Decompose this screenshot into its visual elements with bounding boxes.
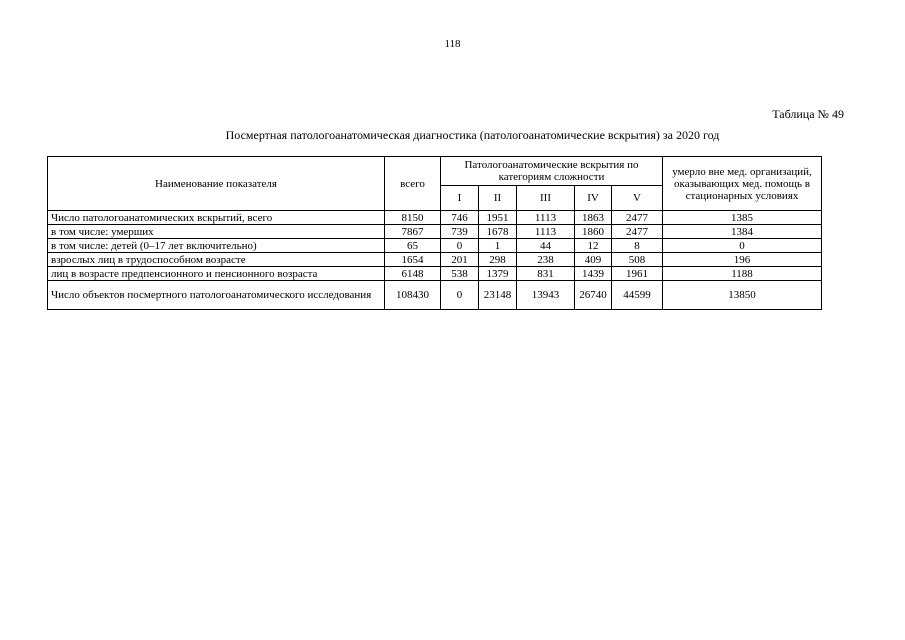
row-cat-1: 201 [441,253,479,267]
row-cat-4: 1863 [575,211,612,225]
row-cat-5: 508 [612,253,663,267]
row-cat-3: 44 [517,239,575,253]
row-cat-2: 1951 [479,211,517,225]
row-cat-5: 44599 [612,281,663,310]
row-cat-4: 1860 [575,225,612,239]
row-name: в том числе: детей (0–17 лет включительно) [48,239,385,253]
row-cat-1: 739 [441,225,479,239]
row-total: 7867 [385,225,441,239]
table-label: Таблица № 49 [772,107,844,121]
table-row [48,211,822,225]
row-cat-3: 1113 [517,225,575,239]
row-name: Число объектов посмертного патологоанатомического исследования [48,281,385,310]
header-row [48,157,822,186]
row-cat-1: 538 [441,267,479,281]
row-outside: 1385 [663,211,822,225]
row-cat-2: 1379 [479,267,517,281]
table-title: Посмертная патологоанатомическая диагностика (патологоанатомические вскрытия) за 2020 год [225,128,720,142]
header-cat-4: IV [575,186,612,211]
row-name: в том числе: умерших [48,225,385,239]
header-cat-5: V [612,186,663,211]
header-cat-1: I [441,186,479,211]
row-cat-5: 2477 [612,211,663,225]
header-name: Наименование показателя [48,157,385,211]
row-cat-4: 12 [575,239,612,253]
row-total: 108430 [385,281,441,310]
row-name: лиц в возрасте предпенсионного и пенсионного возраста [48,267,385,281]
row-name: взрослых лиц в трудоспособном возрасте [48,253,385,267]
row-cat-3: 13943 [517,281,575,310]
header-total: всего [385,157,441,211]
header-outside: умерло вне мед. организаций, оказывающих мед. помощь в стационарных условиях [663,157,822,211]
table-row [48,239,822,253]
row-total: 65 [385,239,441,253]
table-row [48,281,822,310]
row-cat-3: 831 [517,267,575,281]
header-cat-2: II [479,186,517,211]
row-cat-4: 1439 [575,267,612,281]
row-cat-3: 1113 [517,211,575,225]
table-row [48,225,822,239]
row-total: 8150 [385,211,441,225]
row-outside: 13850 [663,281,822,310]
row-cat-5: 8 [612,239,663,253]
row-cat-4: 409 [575,253,612,267]
row-total: 6148 [385,267,441,281]
row-cat-1: 0 [441,281,479,310]
table-row [48,253,822,267]
row-outside: 1384 [663,225,822,239]
row-outside: 1188 [663,267,822,281]
page-number: 118 [444,38,461,50]
row-cat-2: 1678 [479,225,517,239]
row-cat-5: 2477 [612,225,663,239]
row-name: Число патологоанатомических вскрытий, всего [48,211,385,225]
row-cat-1: 746 [441,211,479,225]
row-cat-2: 298 [479,253,517,267]
autopsy-table [47,156,822,310]
row-total: 1654 [385,253,441,267]
row-outside: 0 [663,239,822,253]
table-row [48,267,822,281]
row-cat-2: 23148 [479,281,517,310]
row-cat-5: 1961 [612,267,663,281]
row-cat-1: 0 [441,239,479,253]
row-cat-2: 1 [479,239,517,253]
row-cat-4: 26740 [575,281,612,310]
header-group: Патологоанатомические вскрытия по категориям сложности [441,157,663,186]
row-outside: 196 [663,253,822,267]
row-cat-3: 238 [517,253,575,267]
header-cat-3: III [517,186,575,211]
